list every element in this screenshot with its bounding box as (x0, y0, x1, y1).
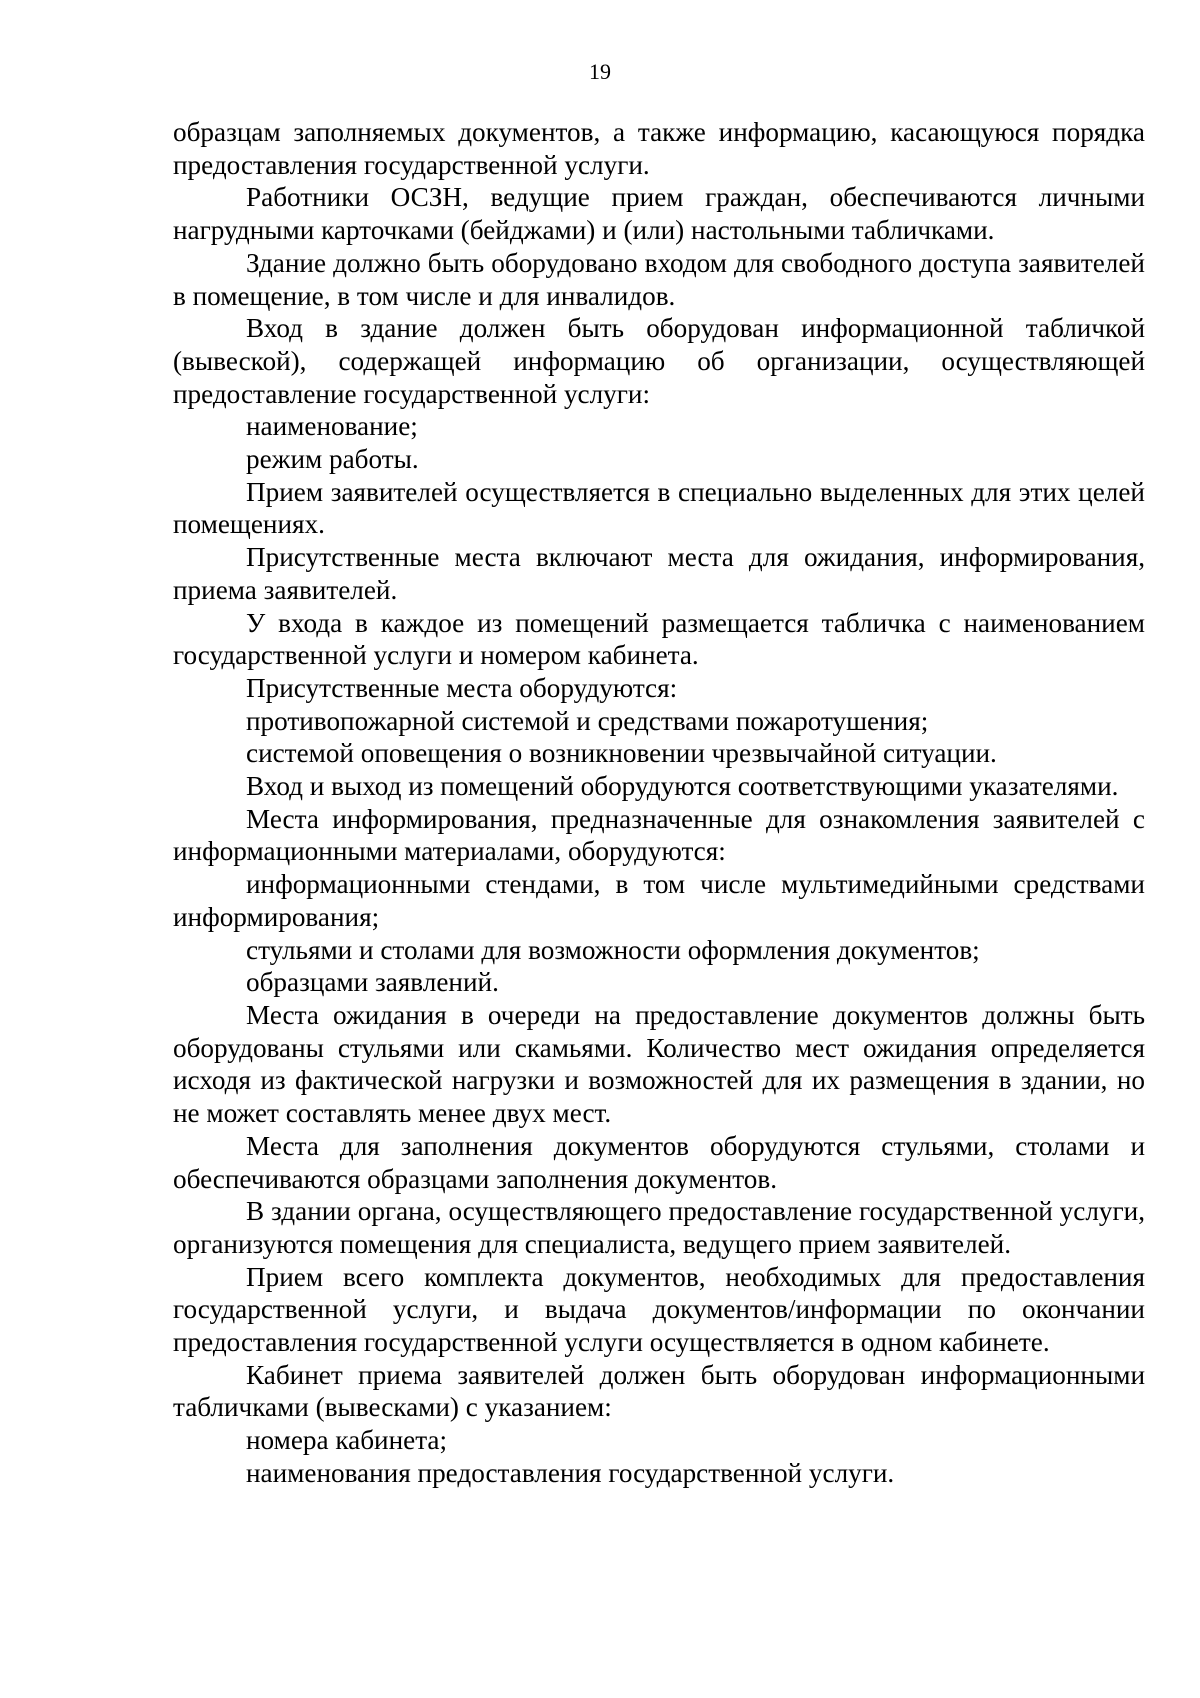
paragraph: Места информирования, предназначенные для ознакомления заявителей с информационными материалами, оборудуются: (173, 803, 1145, 867)
paragraph: Работники ОСЗН, ведущие прием граждан, обеспечиваются личными нагрудными карточками (бейджами) и (или) настольными табличками. (173, 182, 1145, 246)
list-item: системой оповещения о возникновении чрезвычайной ситуации. (246, 738, 997, 769)
paragraph: Кабинет приема заявителей должен быть оборудован информационными табличками (вывесками) с указанием: (173, 1359, 1145, 1423)
list-item: наименования предоставления государственной услуги. (246, 1457, 895, 1488)
list-item: наименование; (246, 411, 418, 442)
paragraph: Прием всего комплекта документов, необходимых для предоставления государственной услуги, и выдача документов/информации по окончании предоставления государственной услуги осуществляется в одном кабинете. (173, 1261, 1145, 1358)
list-item: номера кабинета; (246, 1425, 448, 1456)
list-item: стульями и столами для возможности оформления документов; (246, 934, 980, 965)
paragraph: Места ожидания в очереди на предоставление документов должны быть оборудованы стульями или скамьями. Количество мест ожидания определяется исходя из фактической нагрузки и возможностей для их размещения в здании, но не может составлять менее двух мест. (173, 999, 1145, 1129)
paragraph: Прием заявителей осуществляется в специально выделенных для этих целей помещениях. (173, 476, 1145, 540)
page-number: 19 (589, 59, 611, 84)
paragraph: Вход в здание должен быть оборудован информационной табличкой (вывеской), содержащей информацию об организации, осуществляющей предоставление государственной услуги: (173, 313, 1145, 409)
paragraph: У входа в каждое из помещений размещается табличка с наименованием государственной услуги и номером кабинета. (173, 607, 1145, 671)
list-item: образцами заявлений. (246, 967, 499, 998)
paragraph: В здании органа, осуществляющего предоставление государственной услуги, организуются помещения для специалиста, ведущего прием заявителей. (173, 1196, 1145, 1259)
list-item: режим работы. (246, 444, 419, 475)
list-item: информационными стендами, в том числе мультимедийными средствами информирования; (173, 869, 1145, 932)
paragraph: Присутственные места включают места для ожидания, информирования, приема заявителей. (173, 542, 1145, 605)
list-item: противопожарной системой и средствами пожаротушения; (246, 705, 929, 736)
document-body (173, 116, 1145, 1490)
paragraph: Места для заполнения документов оборудуются стульями, столами и обеспечиваются образцами заполнения документов. (173, 1130, 1145, 1194)
paragraph: Вход и выход из помещений оборудуются соответствующими указателями. (246, 771, 1119, 802)
paragraph: Присутственные места оборудуются: (246, 672, 678, 703)
paragraph: образцам заполняемых документов, а также информацию, касающуюся порядка предоставления государственной услуги. (173, 117, 1145, 180)
paragraph: Здание должно быть оборудовано входом для свободного доступа заявителей в помещение, в том числе и для инвалидов. (173, 247, 1145, 311)
